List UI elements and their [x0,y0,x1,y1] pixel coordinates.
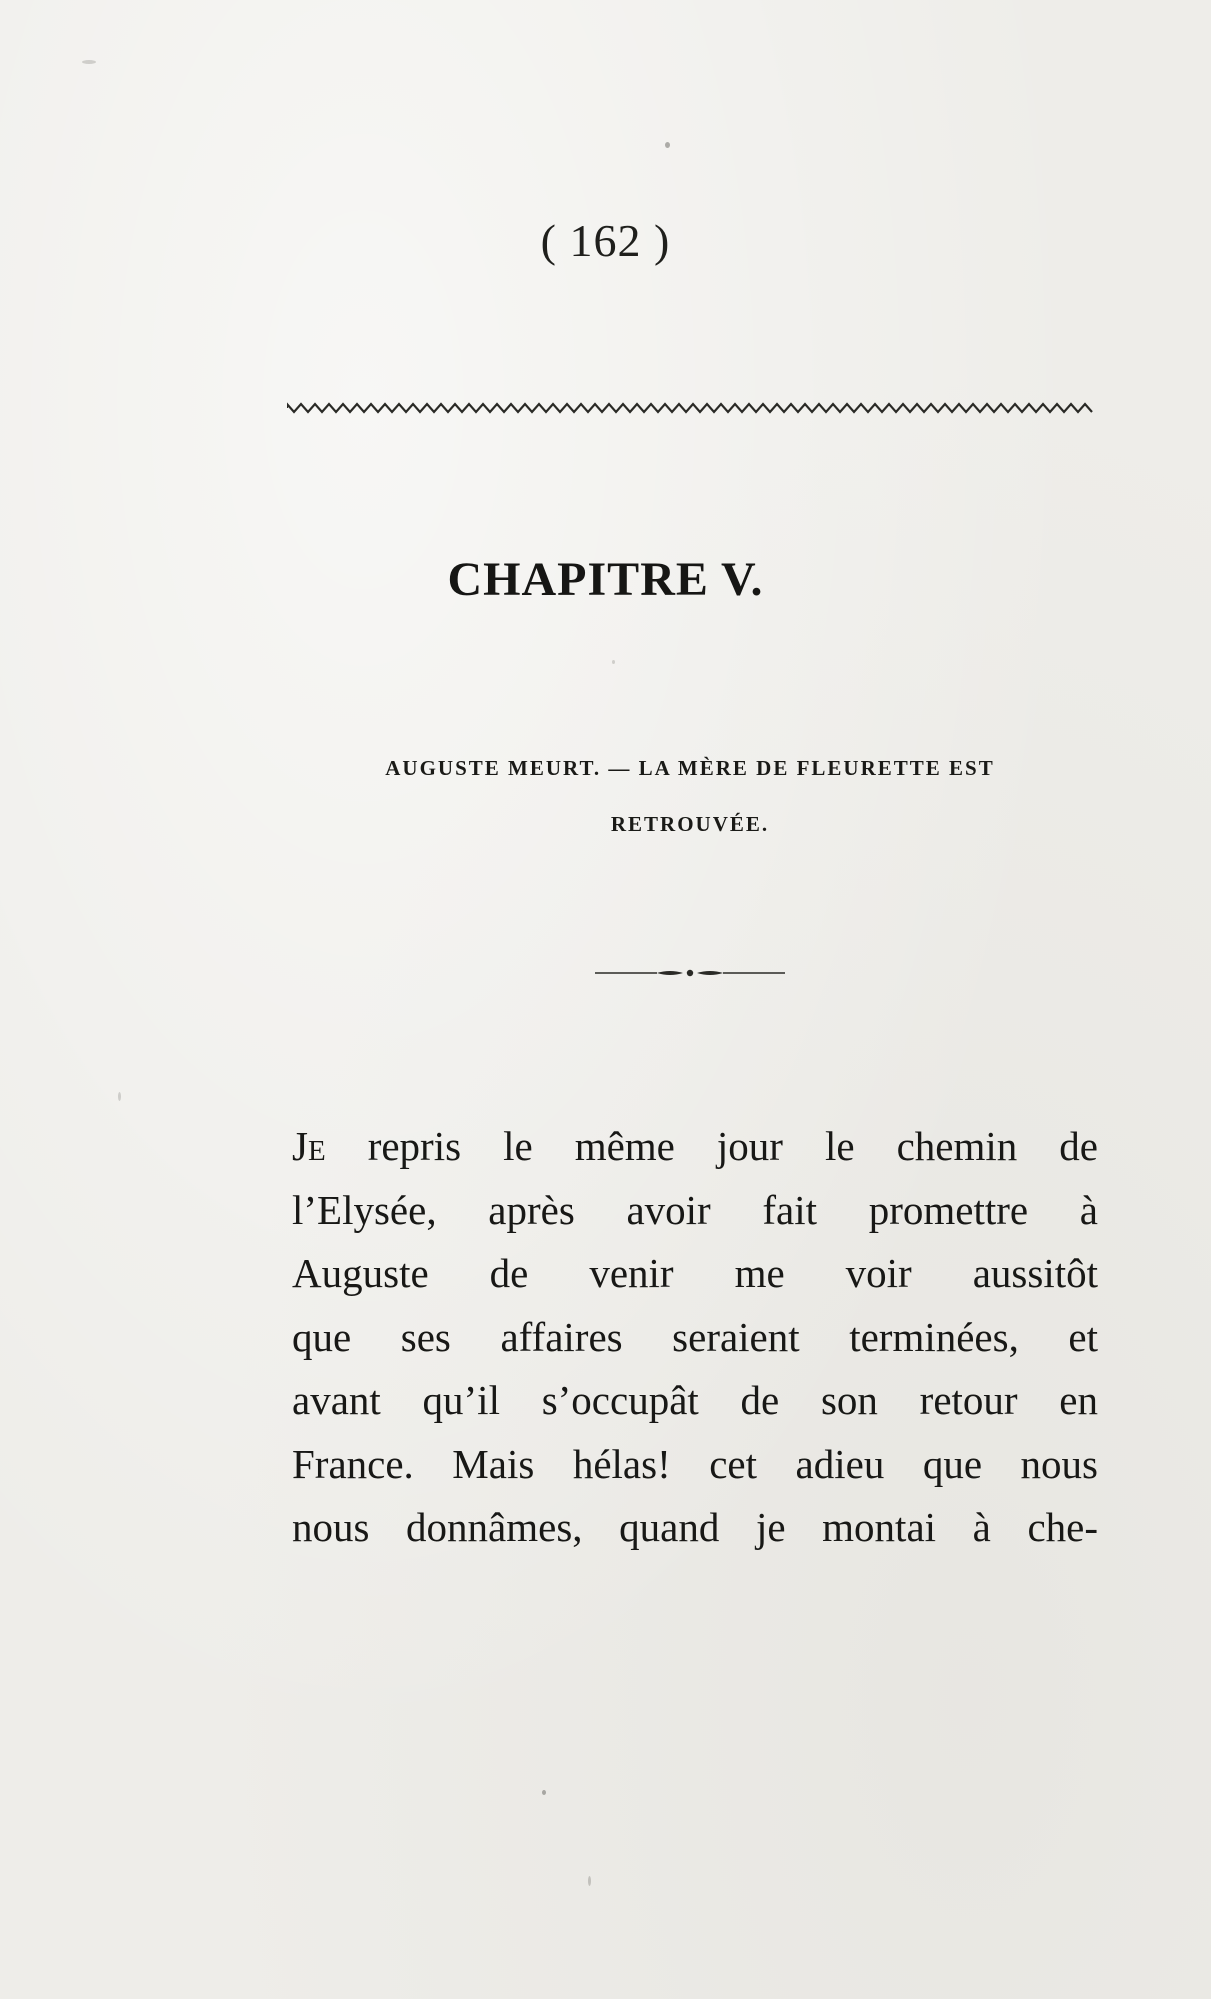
body-line-4: que ses affaires seraient terminées, et [292,1313,1098,1360]
chapter-summary-line-1: AUGUSTE MEURT. — LA MÈRE DE FLEURETTE EST [385,756,995,780]
body-paragraph [292,1115,1098,1560]
body-line-5: avant qu’il s’occupât de son retour en [292,1377,1098,1423]
bleed-through-texture [275,290,1095,353]
wavy-rule-divider [287,400,1095,416]
body-line-7: nous donnâmes, quand je montai à che- [292,1504,1098,1550]
ornamental-divider [595,963,785,983]
body-line-1-text: repris le même jour le chemin de [325,1123,1098,1169]
paper-speck [82,60,96,64]
paper-speck [612,660,615,664]
paper-speck [588,1876,591,1886]
chapter-summary [320,740,1060,852]
body-line-2: l’Elysée, après avoir fait promettre à [292,1186,1098,1233]
body-line-3: Auguste de venir me voir aussitôt [292,1250,1098,1296]
body-line-6: France. Mais hélas! cet adieu que nous [292,1440,1098,1487]
page-number: ( 162 ) [540,215,671,266]
body-line-1 [292,1115,1098,1179]
drop-word: Je [292,1123,326,1169]
paper-speck [665,142,670,148]
chapter-summary-line-2: RETROUVÉE. [610,812,770,836]
chapter-title: CHAPITRE V. [447,553,764,606]
paper-speck [118,1092,121,1101]
paper-speck [542,1790,546,1795]
